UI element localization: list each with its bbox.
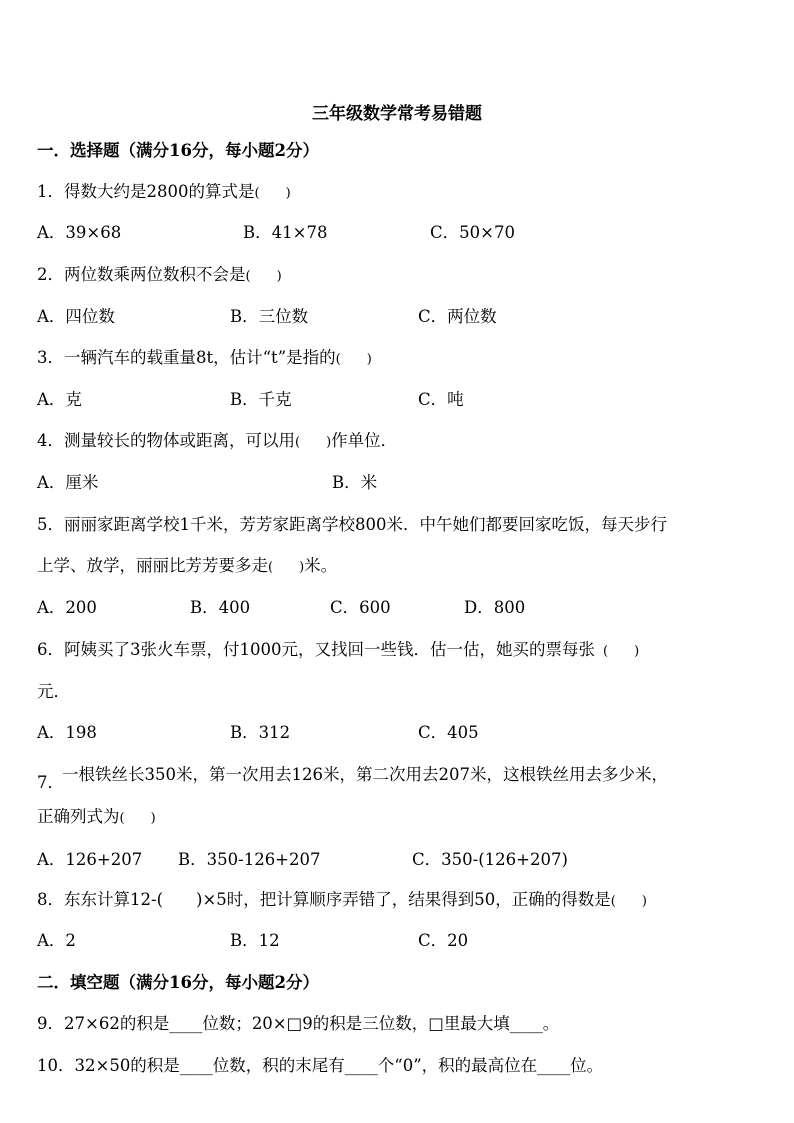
option-a: A．2 — [37, 931, 76, 950]
question-8-text: 8．东东计算12-( )×5时，把计算顺序弄错了，结果得到50，正确的得数是 — [37, 890, 611, 909]
option-d: D．800 — [464, 598, 526, 617]
answer-blank: ( ) — [603, 644, 640, 659]
option-b: B．三位数 — [230, 307, 309, 326]
option-c: C．吨 — [418, 390, 464, 409]
question-4 — [37, 430, 397, 454]
answer-blank: ( ) — [245, 269, 282, 284]
question-5-line-1: 5．丽丽家距离学校1千米，芳芳家距离学校800米．中午她们都要回家吃饭，每天步行 — [37, 515, 667, 534]
option-b: B．41×78 — [243, 223, 328, 242]
option-a: A．厘米 — [37, 473, 99, 492]
option-a: A．克 — [37, 390, 82, 409]
question-6-line-1 — [37, 639, 639, 663]
option-b: B．米 — [332, 473, 378, 492]
answer-blank: ( ) — [335, 352, 372, 367]
question-5-line-2 — [37, 555, 337, 579]
option-c: C．350-(126+207) — [412, 850, 568, 869]
option-a: A．39×68 — [37, 223, 122, 242]
question-6-line-2: 元． — [37, 682, 70, 701]
question-1 — [37, 181, 291, 205]
question-9: 9．27×62的积是____位数；20×□9的积是三位数，□里最大填____。 — [37, 1014, 560, 1033]
question-5-text: 上学、放学，丽丽比芳芳要多走 — [37, 556, 268, 575]
option-c: C．20 — [418, 931, 469, 950]
question-8 — [37, 889, 647, 913]
option-c: C．600 — [330, 598, 391, 617]
option-b: B．400 — [190, 598, 251, 617]
answer-blank: ( ) — [268, 560, 305, 575]
answer-blank: ( ) — [610, 894, 647, 909]
option-b: B．312 — [230, 723, 291, 742]
option-a: A．四位数 — [37, 307, 115, 326]
question-6-text: 6．阿姨买了3张火车票，付1000元，又找回一些钱．估一估，她买的票每张 — [37, 640, 595, 659]
question-7-number: 7． — [37, 773, 64, 792]
section-choice-heading: 一．选择题（满分16分，每小题2分） — [37, 141, 319, 160]
answer-blank: ( ) — [295, 435, 332, 450]
section-fill-heading: 二．填空题（满分16分，每小题2分） — [37, 973, 319, 992]
question-4-text-end: 作单位． — [331, 431, 398, 450]
question-7-line-1: 一根铁丝长350米，第一次用去126米，第二次用去207米，这根铁丝用去多少米， — [62, 765, 668, 784]
option-c: C．405 — [418, 723, 479, 742]
question-5-text-end: 米。 — [304, 556, 338, 575]
option-b: B．千克 — [230, 390, 292, 409]
question-2-text: 2．两位数乘两位数积不会是 — [37, 265, 246, 284]
option-a: A．200 — [37, 598, 97, 617]
option-a: A．198 — [37, 723, 97, 742]
answer-blank: ( ) — [119, 811, 156, 826]
question-2 — [37, 264, 282, 288]
question-7-text: 正确列式为 — [37, 807, 120, 826]
question-3-text: 3．一辆汽车的载重量8t，估计“t”是指的 — [37, 348, 336, 367]
option-a: A．126+207 — [37, 850, 143, 869]
question-7-line-2 — [37, 806, 156, 830]
question-4-text: 4．测量较长的物体或距离，可以用 — [37, 431, 295, 450]
question-10: 10．32×50的积是____位数，积的末尾有____个“0”，积的最高位在____位。 — [37, 1056, 604, 1075]
option-c: C．两位数 — [418, 307, 497, 326]
question-1-text: 1．得数大约是2800的算式是 — [37, 182, 255, 201]
option-c: C．50×70 — [430, 223, 515, 242]
question-3 — [37, 347, 372, 371]
answer-blank: ( ) — [254, 186, 291, 201]
option-b: B．12 — [230, 931, 280, 950]
page-title: 三年级数学常考易错题 — [312, 104, 482, 124]
option-b: B．350-126+207 — [178, 850, 321, 869]
